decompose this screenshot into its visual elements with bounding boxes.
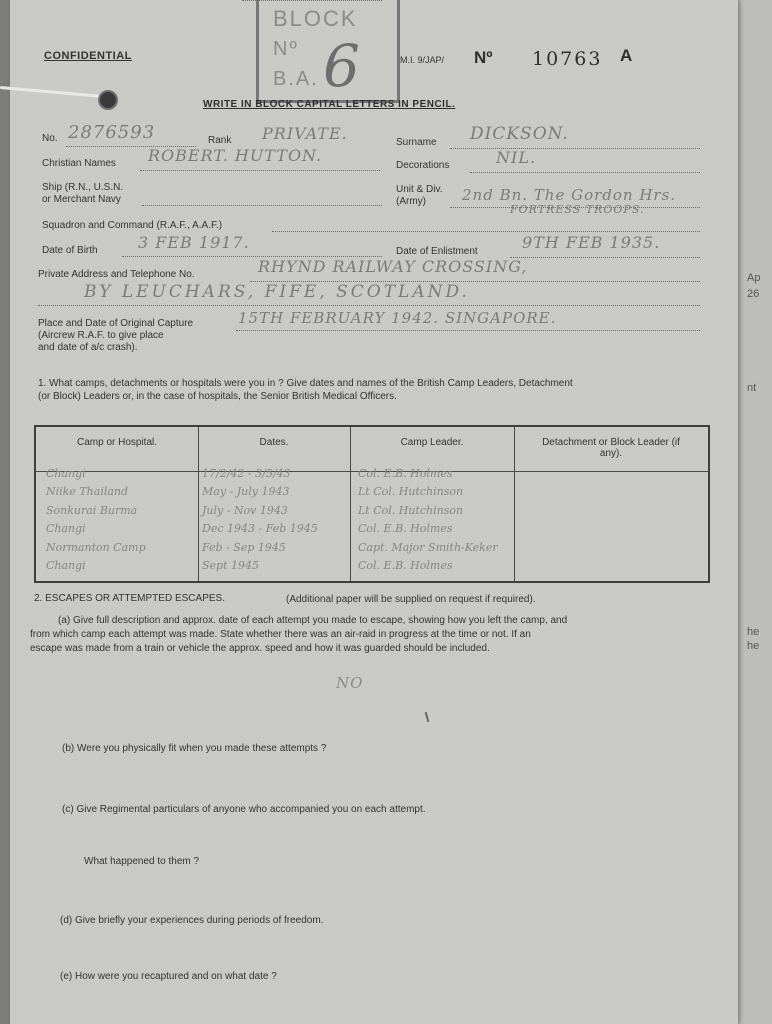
pencil-mark [425,712,430,722]
ship-label-2: or Merchant Navy [42,194,121,205]
unit-label-2: (Army) [396,196,426,207]
question-2-title: 2. ESCAPES OR ATTEMPTED ESCAPES. [34,593,225,604]
address-value-1: RHYND RAILWAY CROSSING, [258,257,528,276]
christian-names-label: Christian Names [42,158,116,169]
decorations-line [470,172,700,173]
surname-line [450,148,700,149]
no-value: 2876593 [68,122,156,143]
capture-line [236,330,700,331]
question-2c-sub: What happened to them ? [84,856,200,867]
stamp-number: 6 [323,32,362,100]
table-cell: 17/2/42 - 3/5/43 [202,467,291,480]
question-2b: (b) Were you physically fit when you made these attempts ? [62,743,327,754]
table-cell: May - July 1943 [202,485,290,498]
dob-label: Date of Birth [42,245,98,256]
capture-label-2: (Aircrew R.A.F. to give place [38,330,164,341]
christian-names-value: ROBERT. HUTTON. [148,146,323,165]
table-cell: Col. E.B. Holmes [358,467,453,480]
behind-fragment: Ap [747,272,761,284]
rank-label: Rank [208,135,232,146]
table-cell: Niike Thailand [46,485,129,498]
capture-label-1: Place and Date of Original Capture [38,318,194,329]
table-cell: Sept 1945 [202,559,259,572]
question-1-line-1: 1. What camps, detachments or hospitals were you in ? Give dates and names of the British Camp Leaders, Detachment [38,378,573,389]
behind-fragment: 26 [747,288,760,300]
decorations-label: Decorations [396,160,450,171]
address-line-2 [38,305,700,306]
table-cell: Changi [46,467,86,480]
column-header-camp: Camp or Hospital. [76,437,158,448]
instruction-heading: WRITE IN BLOCK CAPITAL LETTERS IN PENCIL. [203,99,456,110]
capture-label-3: and date of a/c crash). [38,342,138,353]
question-2a-line-3: escape was made from a train or vehicle the approx. speed and how it was guarded should be included. [30,643,490,654]
unit-value-1: 2nd Bn. The Gordon Hrs. [462,186,677,204]
question-2a-line-1: (a) Give full description and approx. date of each attempt you made to escape, showing how you left the camp, and [58,615,568,626]
table-cell: Col. E.B. Holmes [358,559,453,572]
question-2c: (c) Give Regimental particulars of anyone who accompanied you on each attempt. [62,804,426,815]
dob-value: 3 FEB 1917. [138,233,250,252]
address-label: Private Address and Telephone No. [38,269,195,280]
table-cell: Feb - Sep 1945 [202,541,286,554]
table-cell: Normanton Camp [46,541,146,554]
table-cell: Col. E.B. Holmes [358,522,453,535]
table-cell: Lt Col. Hutchinson [358,504,464,517]
column-divider [350,427,351,581]
background-sheet [735,0,772,1024]
squadron-label: Squadron and Command (R.A.F., A.A.F.) [42,220,223,231]
column-divider [514,427,515,581]
behind-fragment: he [747,640,760,652]
unit-value-2: FORTRESS TROOPS. [510,203,645,216]
column-header-dates: Dates. [259,437,289,448]
rank-value: PRIVATE. [262,124,348,143]
decorations-value: NIL. [496,148,537,167]
question-2a-line-2: from which camp each attempt was made. State whether there was an air-raid in progress at the time or not. If an [30,629,531,640]
table-cell: Changi [46,522,86,535]
table-cell: Dec 1943 - Feb 1945 [202,522,318,535]
question-2e: (e) How were you recaptured and on what date ? [60,971,277,982]
form-sheet [10,0,738,1024]
question-2-note: (Additional paper will be supplied on request if required). [286,594,536,605]
stamp-no-text: Nº [273,38,299,60]
enlistment-label: Date of Enlistment [396,246,478,257]
ship-line [142,205,382,206]
question-2d: (d) Give briefly your experiences during periods of freedom. [60,915,324,926]
no-label: No. [42,133,58,144]
eyelet-hole [98,90,118,110]
confidential-label: CONFIDENTIAL [44,50,132,62]
form-letter: A [620,46,633,65]
camps-table [34,425,710,583]
behind-fragment: nt [747,382,757,394]
question-1-line-2: (or Block) Leaders or, in the case of hospitals, the Senior British Medical Officers. [38,391,397,402]
ship-label-1: Ship (R.N., U.S.N. [42,182,124,193]
form-reference: M.I. 9/JAP/ [400,55,445,65]
column-divider [198,427,199,581]
table-cell: Sonkurai Burma [46,504,138,517]
column-header-leader: Camp Leader. [400,437,464,448]
table-cell: Capt. Major Smith-Keker [358,541,498,554]
table-cell: Changi [46,559,86,572]
capture-value: 15TH FEBRUARY 1942. SINGAPORE. [238,309,557,327]
block-stamp [256,0,400,103]
squadron-line [272,231,700,232]
surname-value: DICKSON. [470,124,569,144]
table-cell: July - Nov 1943 [202,504,288,517]
table-cell: Lt Col. Hutchinson [358,485,464,498]
stamp-ba-text: B.A. [273,68,319,90]
form-number: 10763 [532,48,603,70]
behind-fragment: he [747,626,760,638]
column-header-detachment: Detachment or Block Leader (if any). [542,437,680,459]
stamp-block-text: BLOCK [273,6,358,31]
form-no-label: Nº [474,48,493,67]
enlistment-line [510,257,700,258]
address-value-2: BY LEUCHARS, FIFE, SCOTLAND. [84,282,470,302]
unit-label-1: Unit & Div. [396,184,443,195]
surname-label: Surname [396,137,437,148]
christian-names-line [140,170,380,171]
rank-line [242,0,382,1]
enlistment-value: 9TH FEB 1935. [522,233,661,252]
question-2a-answer: NO [336,674,364,692]
